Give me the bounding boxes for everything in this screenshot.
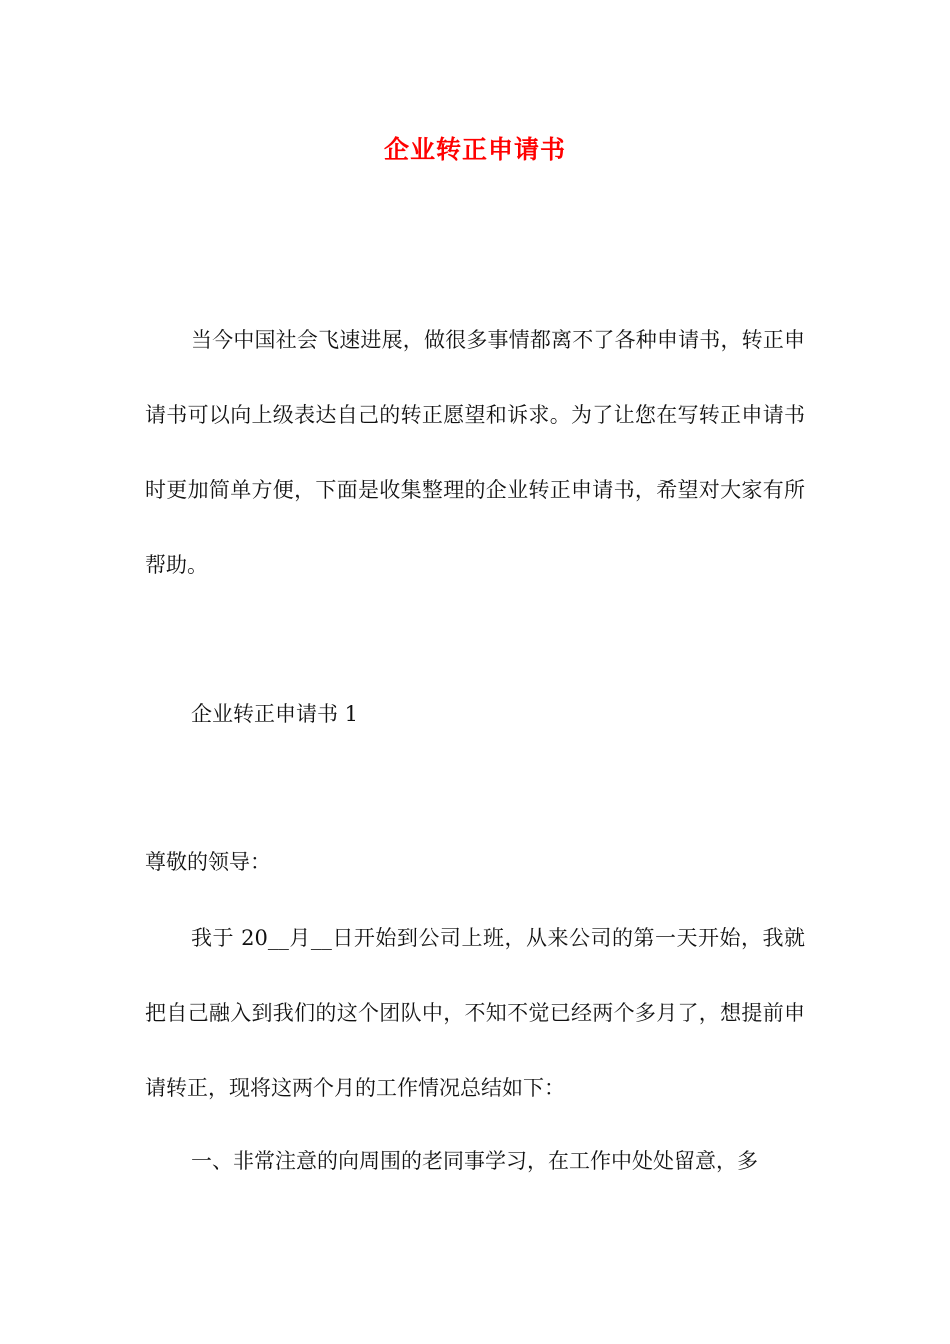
section-title: 企业转正申请书 1 (191, 702, 359, 726)
body-paragraph-1: 我于 20__月__日开始到公司上班，从来公司的第一天开始，我就把自己融入到我们的这个团队中，不知不觉已经两个多月了，想提前申请转正，现将这两个月的工作情况总结如下： (145, 926, 805, 1100)
body-paragraph-2: 一、非常注意的向周围的老同事学习，在工作中处处留意，多 (191, 1149, 758, 1173)
document-title: 企业转正申请书 (383, 135, 566, 164)
intro-paragraph: 当今中国社会飞速进展，做很多事情都离不了各种申请书，转正申请书可以向上级表达自己的转正愿望和诉求。为了让您在写转正申请书时更加简单方便，下面是收集整理的企业转正申请书，希望对大家有所帮助。 (145, 328, 805, 577)
greeting: 尊敬的领导： (145, 850, 271, 874)
